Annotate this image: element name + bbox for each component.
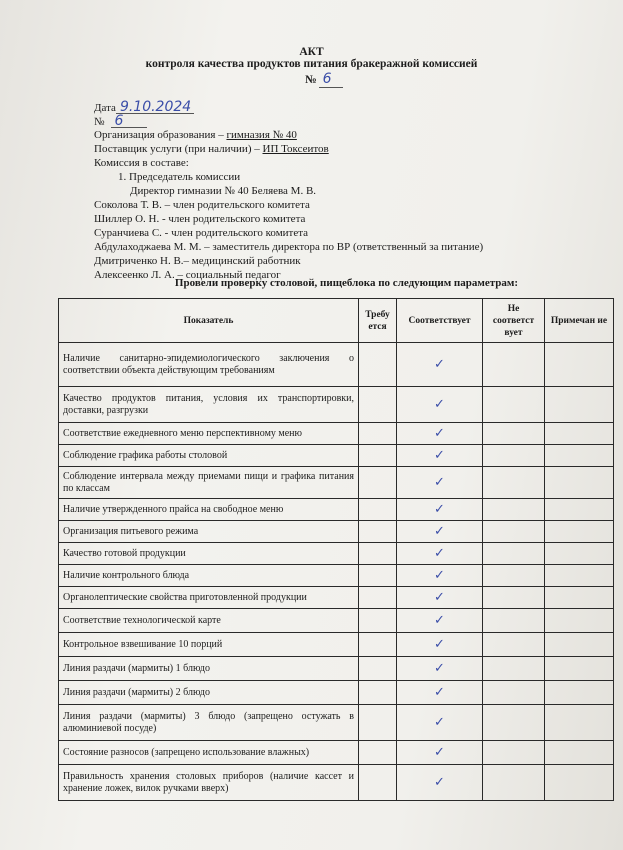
indicator-cell: Соблюдение графика работы столовой bbox=[59, 445, 359, 467]
table-row bbox=[59, 609, 614, 633]
check-mark-icon: ✓ bbox=[434, 357, 445, 372]
complies-cell bbox=[397, 521, 483, 543]
header-indicator: Показатель bbox=[59, 299, 359, 343]
table-row bbox=[59, 543, 614, 565]
required-cell bbox=[359, 565, 397, 587]
indicator-cell: Правильность хранения столовых приборов (наличие кассет и хранение ложек, вилок ручками вверх) bbox=[59, 765, 359, 801]
table-row bbox=[59, 705, 614, 741]
required-cell bbox=[359, 543, 397, 565]
table-row bbox=[59, 657, 614, 681]
required-cell bbox=[359, 467, 397, 499]
not-complies-cell bbox=[483, 587, 545, 609]
document-title: АКТ bbox=[299, 46, 324, 58]
not-complies-cell bbox=[483, 633, 545, 657]
indicator-cell: Качество готовой продукции bbox=[59, 543, 359, 565]
check-mark-icon: ✓ bbox=[434, 637, 445, 652]
check-mark-icon: ✓ bbox=[434, 502, 445, 517]
complies-cell bbox=[397, 445, 483, 467]
note-cell bbox=[545, 565, 614, 587]
table-row bbox=[59, 445, 614, 467]
organization-line bbox=[94, 129, 297, 141]
complies-cell bbox=[397, 705, 483, 741]
not-complies-cell bbox=[483, 521, 545, 543]
required-cell bbox=[359, 609, 397, 633]
note-cell bbox=[545, 521, 614, 543]
table-header-row bbox=[59, 299, 614, 343]
check-mark-icon: ✓ bbox=[434, 613, 445, 628]
table-row bbox=[59, 343, 614, 387]
act-number-label: № bbox=[305, 74, 317, 86]
note-cell bbox=[545, 467, 614, 499]
act-number bbox=[305, 71, 343, 88]
number-label: № bbox=[94, 116, 105, 128]
note-cell bbox=[545, 387, 614, 423]
not-complies-cell bbox=[483, 765, 545, 801]
note-cell bbox=[545, 705, 614, 741]
note-cell bbox=[545, 681, 614, 705]
check-mark-icon: ✓ bbox=[434, 568, 445, 583]
required-cell bbox=[359, 499, 397, 521]
check-mark-icon: ✓ bbox=[434, 715, 445, 730]
table-row bbox=[59, 765, 614, 801]
indicator-cell: Линия раздачи (мармиты) 2 блюдо bbox=[59, 681, 359, 705]
not-complies-cell bbox=[483, 609, 545, 633]
complies-cell bbox=[397, 387, 483, 423]
complies-cell bbox=[397, 765, 483, 801]
note-cell bbox=[545, 609, 614, 633]
complies-cell bbox=[397, 499, 483, 521]
not-complies-cell bbox=[483, 741, 545, 765]
check-mark-icon: ✓ bbox=[434, 590, 445, 605]
indicator-cell: Организация питьевого режима bbox=[59, 521, 359, 543]
date-label: Дата bbox=[94, 102, 116, 114]
member-1: Соколова Т. В. – член родительского комитета bbox=[94, 199, 310, 211]
check-mark-icon: ✓ bbox=[434, 685, 445, 700]
note-cell bbox=[545, 543, 614, 565]
not-complies-cell bbox=[483, 343, 545, 387]
complies-cell bbox=[397, 609, 483, 633]
required-cell bbox=[359, 765, 397, 801]
complies-cell bbox=[397, 587, 483, 609]
required-cell bbox=[359, 705, 397, 741]
header-complies: Соответствует bbox=[397, 299, 483, 343]
header-not-complies: Не соответст вует bbox=[483, 299, 545, 343]
check-mark-icon: ✓ bbox=[434, 475, 445, 490]
not-complies-cell bbox=[483, 681, 545, 705]
required-cell bbox=[359, 681, 397, 705]
member-3: Суранчиева С. - член родительского комитета bbox=[94, 227, 309, 239]
required-cell bbox=[359, 445, 397, 467]
required-cell bbox=[359, 741, 397, 765]
not-complies-cell bbox=[483, 387, 545, 423]
complies-cell bbox=[397, 467, 483, 499]
supplier-line bbox=[94, 143, 329, 155]
check-mark-icon: ✓ bbox=[434, 448, 445, 463]
header-required: Требу ется bbox=[359, 299, 397, 343]
table-row bbox=[59, 521, 614, 543]
indicator-cell: Наличие утвержденного прайса на свободное меню bbox=[59, 499, 359, 521]
not-complies-cell bbox=[483, 705, 545, 741]
complies-cell bbox=[397, 657, 483, 681]
chair-label: 1. Председатель комиссии bbox=[118, 171, 241, 183]
not-complies-cell bbox=[483, 499, 545, 521]
check-mark-icon: ✓ bbox=[434, 661, 445, 676]
complies-cell bbox=[397, 543, 483, 565]
note-cell bbox=[545, 741, 614, 765]
complies-cell bbox=[397, 633, 483, 657]
table-row bbox=[59, 741, 614, 765]
supplier-label: Поставщик услуги (при наличии) – bbox=[94, 143, 263, 155]
table-row bbox=[59, 633, 614, 657]
indicator-cell: Наличие санитарно-эпидемиологического заключения о соответствии объекта действующим требованиям bbox=[59, 343, 359, 387]
note-cell bbox=[545, 343, 614, 387]
note-cell bbox=[545, 657, 614, 681]
not-complies-cell bbox=[483, 467, 545, 499]
not-complies-cell bbox=[483, 423, 545, 445]
indicator-cell: Состояние разносов (запрещено использование влажных) bbox=[59, 741, 359, 765]
check-mark-icon: ✓ bbox=[434, 426, 445, 441]
date-value: 9.10.2024 bbox=[116, 101, 194, 114]
indicator-cell: Линия раздачи (мармиты) 3 блюдо (запрещено остужать в алюминиевой посуде) bbox=[59, 705, 359, 741]
indicator-cell: Соответствие ежедневного меню перспективному меню bbox=[59, 423, 359, 445]
indicator-cell: Наличие контрольного блюда bbox=[59, 565, 359, 587]
not-complies-cell bbox=[483, 565, 545, 587]
required-cell bbox=[359, 343, 397, 387]
note-cell bbox=[545, 633, 614, 657]
required-cell bbox=[359, 657, 397, 681]
document-subtitle: контроля качества продуктов питания бракеражной комиссией bbox=[145, 58, 478, 70]
indicator-cell: Контрольное взвешивание 10 порций bbox=[59, 633, 359, 657]
required-cell bbox=[359, 633, 397, 657]
indicator-cell: Качество продуктов питания, условия их транспортировки, доставки, разгрузки bbox=[59, 387, 359, 423]
check-mark-icon: ✓ bbox=[434, 524, 445, 539]
note-cell bbox=[545, 499, 614, 521]
note-cell bbox=[545, 423, 614, 445]
table-row bbox=[59, 587, 614, 609]
note-cell bbox=[545, 587, 614, 609]
required-cell bbox=[359, 387, 397, 423]
not-complies-cell bbox=[483, 543, 545, 565]
table-row bbox=[59, 565, 614, 587]
number-line bbox=[94, 115, 147, 128]
member-2: Шиллер О. Н. - член родительского комитета bbox=[94, 213, 306, 225]
complies-cell bbox=[397, 343, 483, 387]
organization-label: Организация образования – bbox=[94, 129, 227, 141]
table-row bbox=[59, 467, 614, 499]
inspection-table bbox=[58, 298, 614, 801]
table-row bbox=[59, 387, 614, 423]
not-complies-cell bbox=[483, 657, 545, 681]
member-5: Дмитриченко Н. В.– медицинский работник bbox=[94, 255, 301, 267]
chair-name: Директор гимназии № 40 Беляева М. В. bbox=[130, 185, 317, 197]
act-number-value: 6 bbox=[319, 71, 344, 88]
note-cell bbox=[545, 765, 614, 801]
number-value: 6 bbox=[111, 115, 147, 128]
organization-value: гимназия № 40 bbox=[226, 129, 297, 141]
check-mark-icon: ✓ bbox=[434, 745, 445, 760]
table-row bbox=[59, 499, 614, 521]
indicator-cell: Соответствие технологической карте bbox=[59, 609, 359, 633]
note-cell bbox=[545, 445, 614, 467]
commission-label: Комиссия в составе: bbox=[94, 157, 189, 169]
check-mark-icon: ✓ bbox=[434, 546, 445, 561]
required-cell bbox=[359, 587, 397, 609]
complies-cell bbox=[397, 423, 483, 445]
table-row bbox=[59, 681, 614, 705]
member-4: Абдулаходжаева М. М. – заместитель директора по ВР (ответственный за питание) bbox=[94, 241, 484, 253]
complies-cell bbox=[397, 741, 483, 765]
complies-cell bbox=[397, 565, 483, 587]
check-mark-icon: ✓ bbox=[434, 397, 445, 412]
required-cell bbox=[359, 423, 397, 445]
indicator-cell: Соблюдение интервала между приемами пищи и графика питания по классам bbox=[59, 467, 359, 499]
section-title: Провели проверку столовой, пищеблока по следующим параметрам: bbox=[174, 277, 519, 289]
date-line bbox=[94, 101, 194, 114]
table-row bbox=[59, 423, 614, 445]
required-cell bbox=[359, 521, 397, 543]
indicator-cell: Органолептические свойства приготовленной продукции bbox=[59, 587, 359, 609]
member-6: Алексеенко Л. А. – социальный педагог bbox=[94, 269, 281, 281]
complies-cell bbox=[397, 681, 483, 705]
not-complies-cell bbox=[483, 445, 545, 467]
header-note: Примечан ие bbox=[545, 299, 614, 343]
supplier-value: ИП Токсеитов bbox=[262, 143, 329, 155]
indicator-cell: Линия раздачи (мармиты) 1 блюдо bbox=[59, 657, 359, 681]
check-mark-icon: ✓ bbox=[434, 775, 445, 790]
